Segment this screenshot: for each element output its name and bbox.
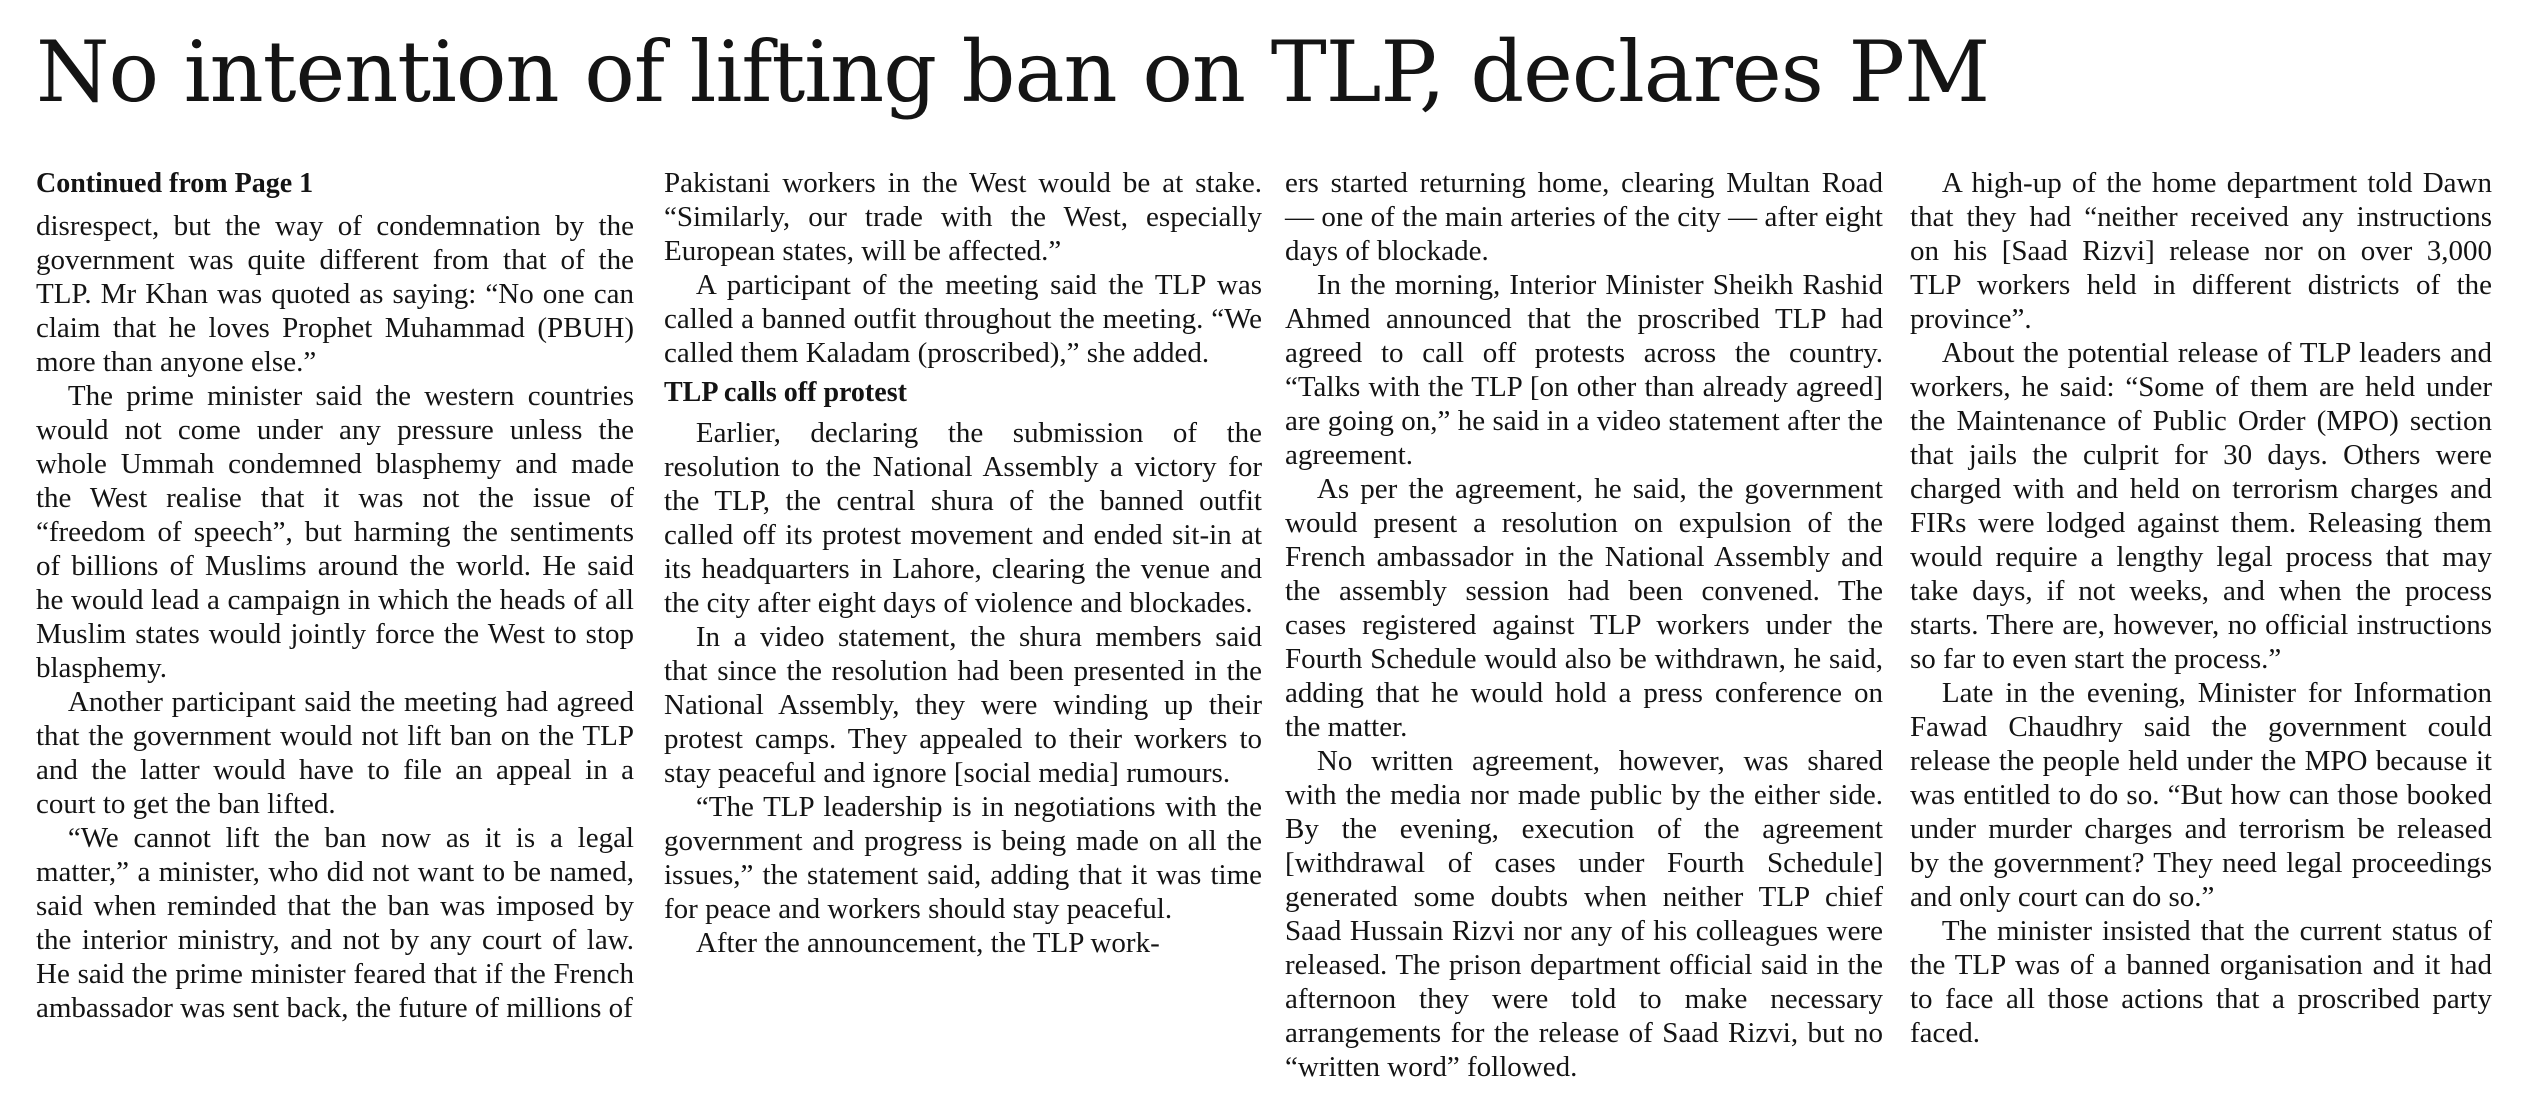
paragraph: Another participant said the meeting had agreed that the government would not lift ban on the TLP and the latter would have to file an appeal in a court to get the ban lifted. [36,686,634,820]
paragraph: As per the agreement, he said, the government would present a resolution on expulsion of the French ambassador in the National Assembly and the assembly session had been convened. The cases registered against TLP workers under the Fourth Schedule would also be withdrawn, he said, adding that he would hold a press conference on the matter. [1285,473,1883,743]
paragraph: disrespect, but the way of condemnation by the government was quite different from that of the TLP. Mr Khan was quoted as saying: “No one can claim that he loves Prophet Muhammad (PBUH) more than anyone else.” [36,210,634,378]
paragraph: A high-up of the home department told Dawn that they had “neither received any instructions on his [Saad Rizvi] release nor on over 3,000 TLP workers held in different districts of the province”. [1910,167,2492,335]
paragraph: Late in the evening, Minister for Information Fawad Chaudhry said the government could release the people held under the MPO because it was entitled to do so. “But how can those booked under murder charges and terrorism be released by the government? They need legal proceedings and only court can do so.” [1910,677,2492,913]
headline: No intention of lifting ban on TLP, declares PM [36,23,1990,121]
paragraph: Earlier, declaring the submission of the resolution to the National Assembly a victory for the TLP, the central shura of the banned outfit called off its protest movement and ended sit-in at its headquarters in Lahore, clearing the venue and the city after eight days of violence and blockades. [664,417,1262,619]
paragraph: The minister insisted that the current status of the TLP was of a banned organisation and it had to face all those actions that a proscribed party faced. [1910,915,2492,1049]
paragraph: About the potential release of TLP leaders and workers, he said: “Some of them are held under the Maintenance of Public Order (MPO) section that jails the culprit for 30 days. Others were charged with and held on terrorism charges and FIRs were lodged against them. Releasing them would require a lengthy legal process that may take days, if not weeks, and when the process starts. There are, however, no official instructions so far to even start the process.” [1910,337,2492,675]
column-4 [1910,166,2492,1050]
paragraph: In the morning, Interior Minister Sheikh Rashid Ahmed announced that the proscribed TLP had agreed to call off protests across the country. “Talks with the TLP [on other than already agreed] are going on,” he said in a video statement after the agreement. [1285,269,1883,471]
column-3 [1285,166,1883,1084]
paragraph: “The TLP leadership is in negotiations with the government and progress is being made on all the issues,” the statement said, adding that it was time for peace and workers should stay peaceful. [664,791,1262,925]
paragraph: In a video statement, the shura members said that since the resolution had been presented in the National Assembly, they were winding up their protest camps. They appealed to their workers to stay peaceful and ignore [social media] rumours. [664,621,1262,789]
paragraph: Pakistani workers in the West would be at stake. “Similarly, our trade with the West, especially European states, will be affected.” [664,167,1262,267]
paragraph: The prime minister said the western countries would not come under any pressure unless the whole Ummah condemned blasphemy and made the West realise that it was not the issue of “freedom of speech”, but harming the sentiments of billions of Muslims around the world. He said he would lead a campaign in which the heads of all Muslim states would jointly force the West to stop blasphemy. [36,380,634,684]
paragraph: ers started returning home, clearing Multan Road — one of the main arteries of the city — after eight days of blockade. [1285,167,1883,267]
column-1 [36,166,634,1025]
byline-continued: Continued from Page 1 [36,168,314,199]
paragraph: After the announcement, the TLP work- [695,927,1160,959]
paragraph: “We cannot lift the ban now as it is a legal matter,” a minister, who did not want to be named, said when reminded that the ban was imposed by the interior ministry, and not by any court of law. He said the prime minister feared that if the French ambassador was sent back, the future of millions of [36,822,634,1024]
paragraph: A participant of the meeting said the TLP was called a banned outfit throughout the meeting. “We called them Kaladam (proscribed),” she added. [664,269,1262,369]
subheading: TLP calls off protest [664,377,907,408]
paragraph: No written agreement, however, was shared with the media nor made public by the either side. By the evening, execution of the agreement [withdrawal of cases under Fourth Schedule] generated some doubts when neither TLP chief Saad Hussain Rizvi nor any of his colleagues were released. The prison department official said in the afternoon they were told to make necessary arrangements for the release of Saad Rizvi, but no “written word” followed. [1285,745,1883,1083]
column-2 [664,166,1262,960]
